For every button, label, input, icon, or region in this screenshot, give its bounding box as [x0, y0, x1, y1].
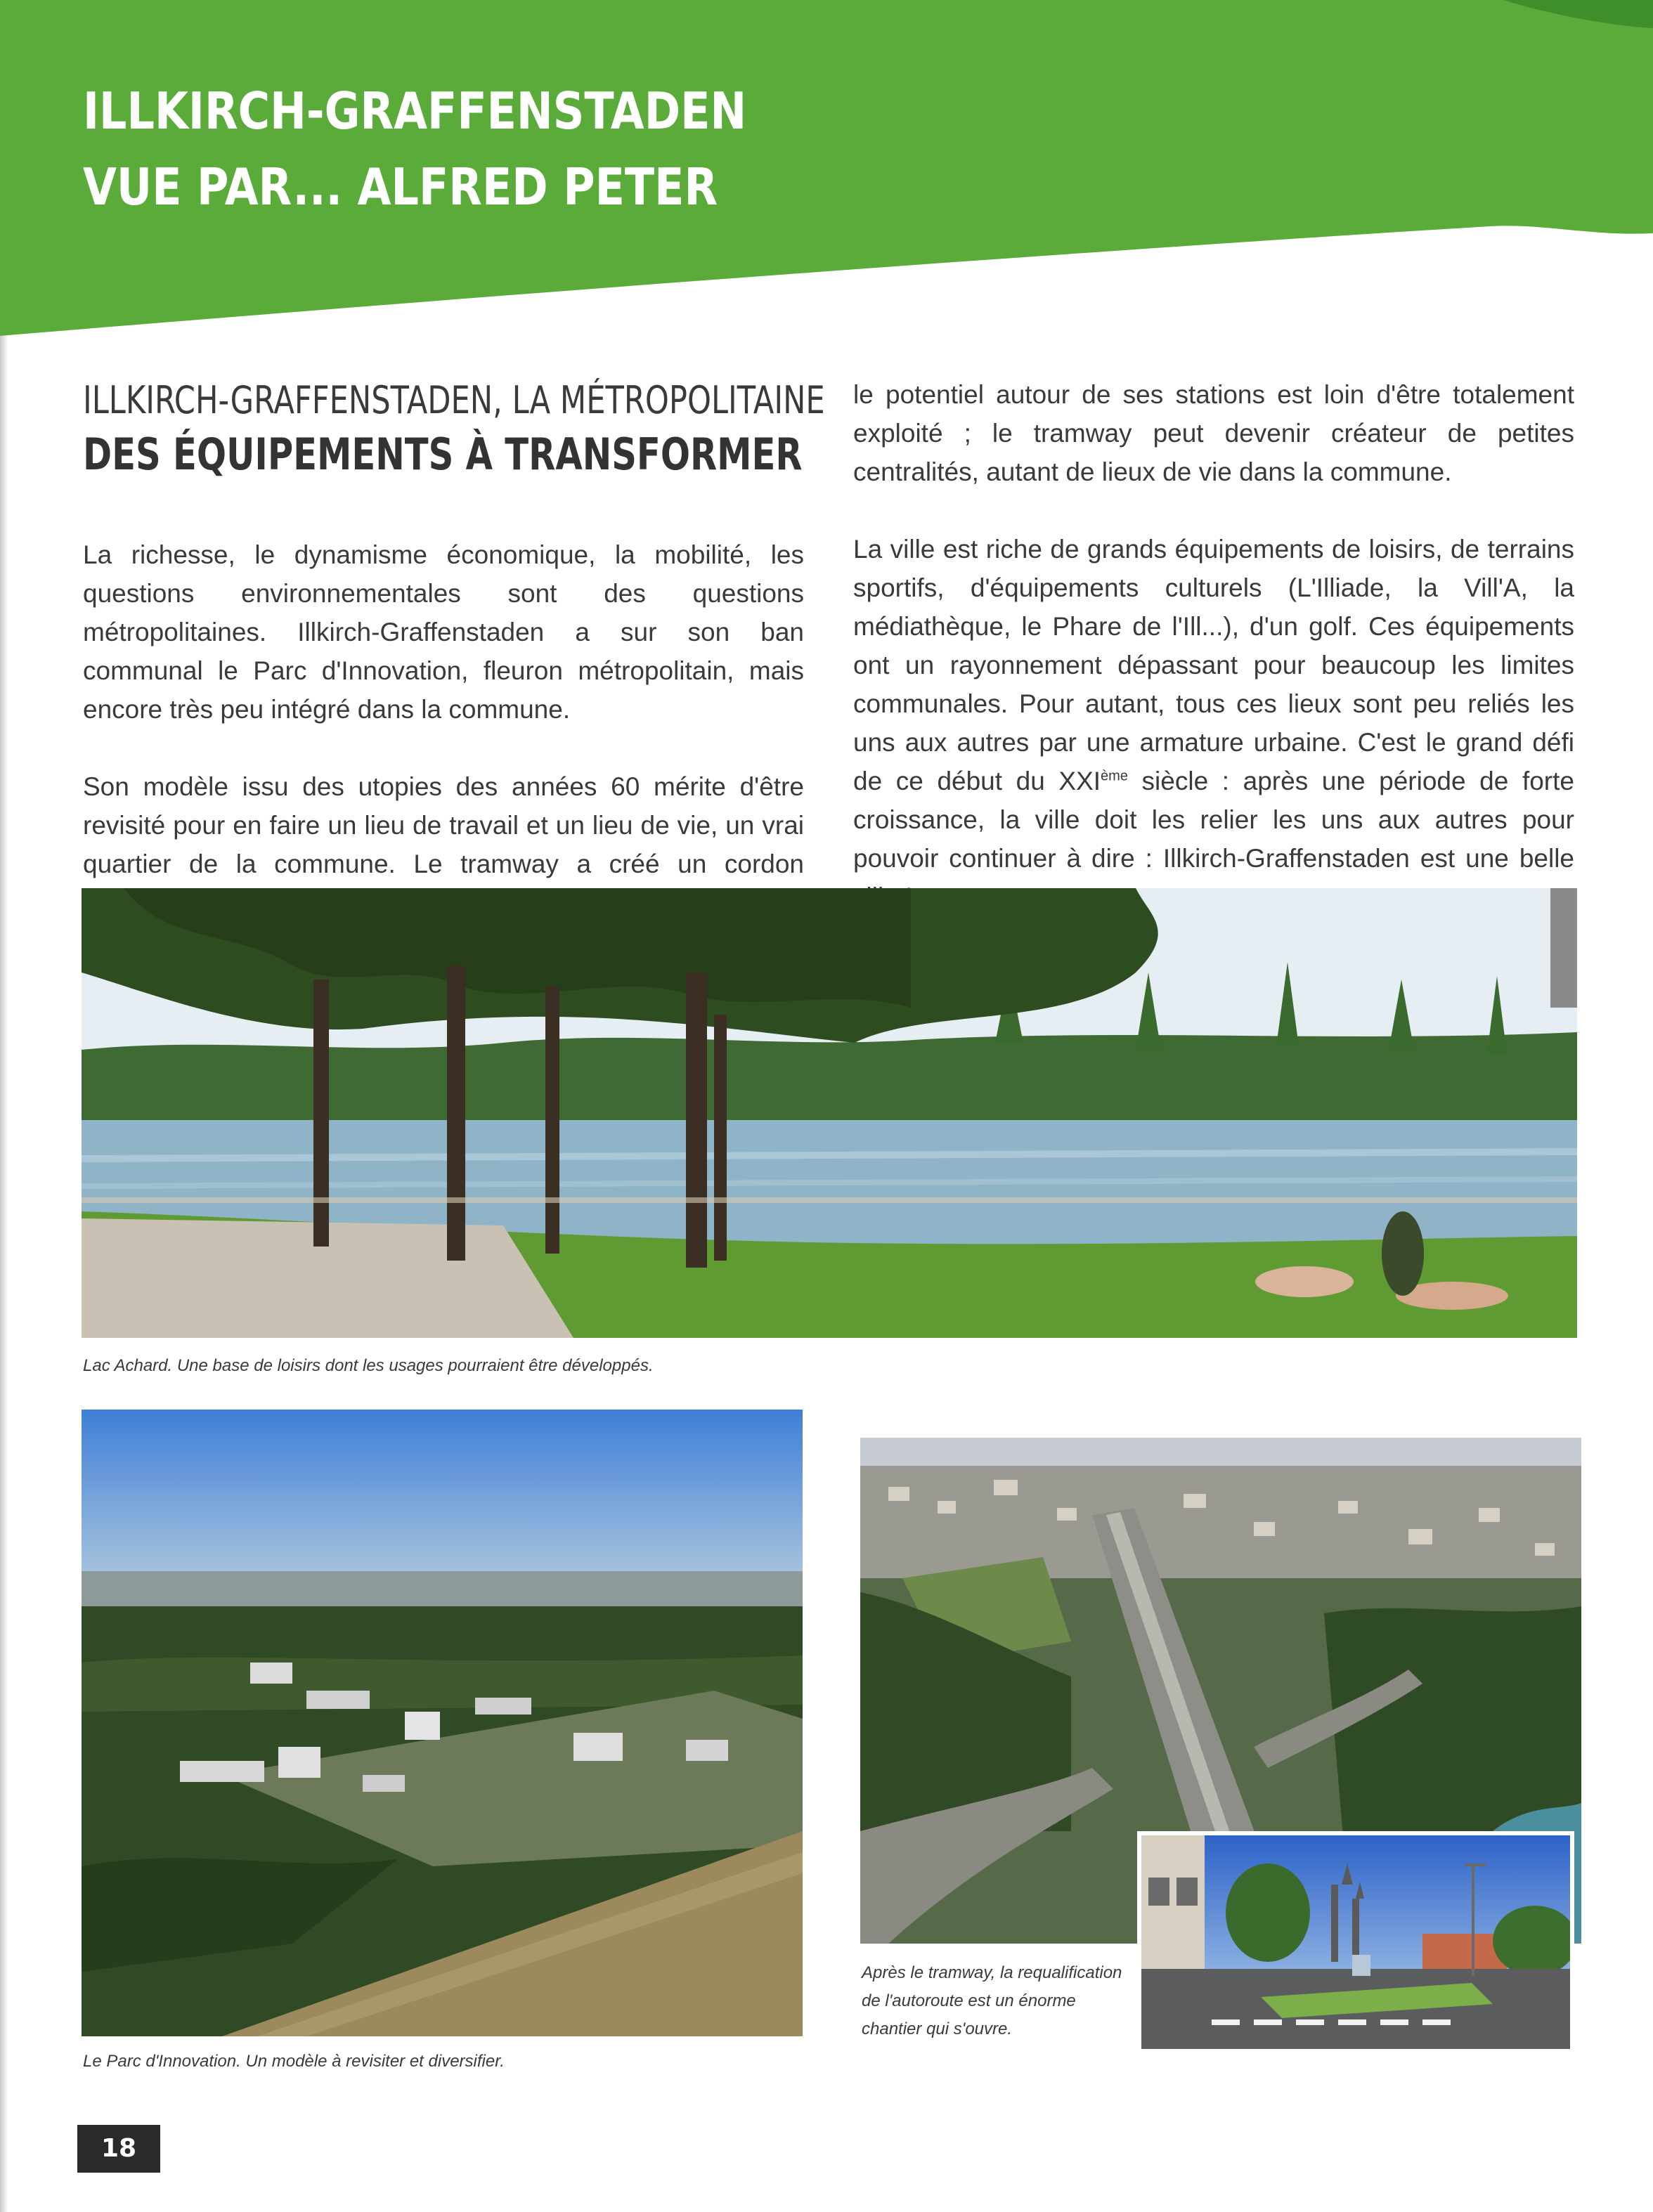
paragraph-4-text: La ville est riche de grands équipements de loisirs, de terrains sportifs, d'équipements culturels (L'Illiade, la Vill'A, la médiathèque, le Phare de l'Ill...), d'un golf. Ces équipements ont un rayonnement dépassant pour beaucoup les limites communales. Pour autant, tous ces lieux sont peu reliés les uns aux autres par une armature urbaine. C'est le grand défi de ce début du XXI: [853, 535, 1574, 795]
page-title-line-2: VUE PAR... ALFRED PETER: [83, 157, 718, 216]
paragraph-4: [853, 530, 1574, 916]
paragraph-4-text-end: siècle : après une période de forte croissance, la ville doit les relier les uns aux autres pour pouvoir continuer à dire : Illkirch-Graffenstaden est une belle: [853, 767, 1574, 873]
highway-caption-line-3: chantier qui s'ouvre.: [862, 2019, 1013, 2038]
page-number: 18: [77, 2125, 160, 2173]
tramway-inset-photo: [1137, 1831, 1574, 2053]
article-column-left: [83, 375, 825, 961]
paragraph-4-superscript: ème: [1101, 768, 1128, 784]
highway-caption-line-1: Après le tramway, la requalification: [862, 1963, 1122, 1982]
paragraph-1: La richesse, le dynamisme économique, la mobilité, les questions environnementales sont des questions métropolitaines. Illkirch-Graffenstaden a sur son ban communal le Parc d'Innovation, fleuron métropolitain, mais encore très peu intégré dans la commune.: [83, 540, 804, 724]
section-kicker: ILLKIRCH-GRAFFENSTADEN, LA MÉTROPOLITAINE: [83, 378, 825, 422]
page-title-line-1: ILLKIRCH-GRAFFENSTADEN: [83, 82, 747, 141]
lake-achard-photo: [82, 888, 1577, 1338]
page-title: [83, 73, 746, 225]
parc-photo-caption: Le Parc d'Innovation. Un modèle à revisiter et diversifier.: [83, 2052, 505, 2071]
lake-photo-caption: Lac Achard. Une base de loisirs dont les usages pourraient être développés.: [83, 1356, 654, 1375]
highway-caption-line-2: de l'autoroute est un énorme: [862, 1991, 1076, 2010]
section-subtitle: DES ÉQUIPEMENTS À TRANSFORMER: [83, 429, 803, 480]
highway-photo-caption: [862, 1959, 1129, 2043]
article-column-right: [853, 375, 1574, 955]
paragraph-3: le potentiel autour de ses stations est loin d'être totalement exploité ; le tramway peut devenir créateur de petites centralités, autant de lieux de vie dans la commune.: [853, 380, 1574, 486]
parc-innovation-aerial-photo: [82, 1410, 803, 2036]
paragraph-2: Son modèle issu des utopies des années 60 mérite d'être revisité pour en faire un lieu de travail et un lieu de vie, un vrai quartier de la commune. Le tramway a créé un cordon: [83, 772, 804, 878]
